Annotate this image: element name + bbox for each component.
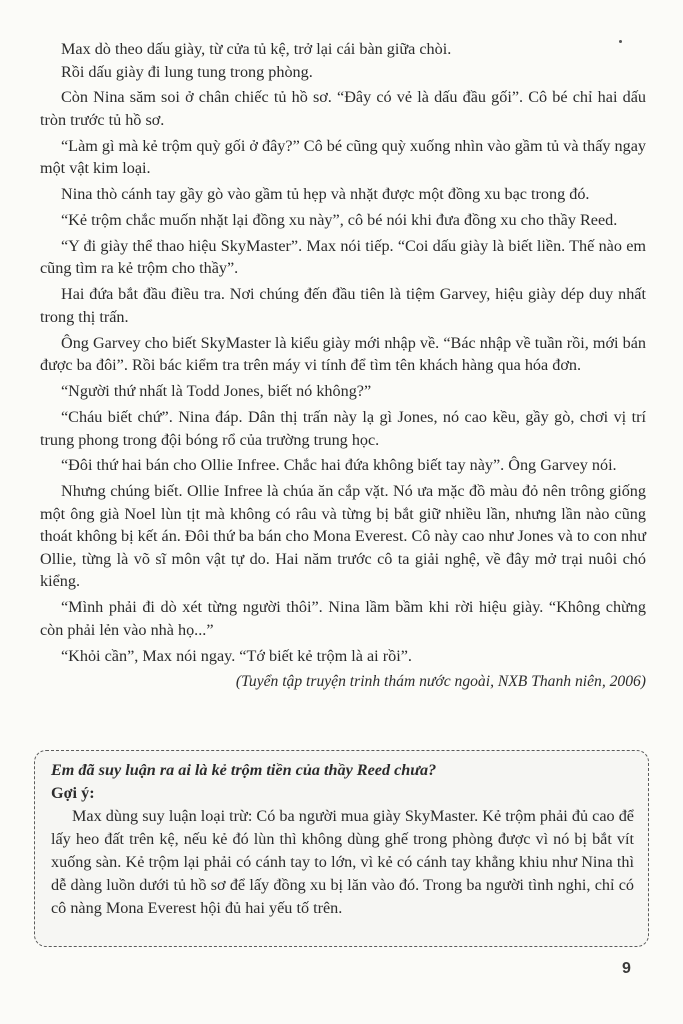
story-paragraph: Rồi dấu giày đi lung tung trong phòng. xyxy=(61,62,313,81)
story-paragraph: Max dò theo dấu giày, từ cửa tủ kệ, trở lại cái bàn giữa chòi. xyxy=(61,40,452,58)
story-paragraph: Nhưng chúng biết. Ollie Infree là chúa ăn cắp vặt. Nó ưa mặc đồ màu đỏ nên trông giống một ông già Noel lùn tịt mà không có râu và từng bị bắt giữ nhiều lần, nhưng lần nào cũng thoát không bị kết án. Đôi thứ ba bán cho Mona Everest. Cô này cao như Jones và to con như Ollie, từng là võ sĩ môn vật tự do. Hai năm trước cô ta giải nghệ, về đây mở trại nuôi chó kiểng. xyxy=(40,482,646,591)
story-paragraph: Hai đứa bắt đầu điều tra. Nơi chúng đến đầu tiên là tiệm Garvey, hiệu giày dép duy nhất trong thị trấn. xyxy=(40,285,646,326)
story-paragraph: “Y đi giày thể thao hiệu SkyMaster”. Max nói tiếp. “Coi dấu giày là biết liền. Thế nào em cũng tìm ra kẻ trộm cho thầy”. xyxy=(40,236,646,278)
page-number: 9 xyxy=(622,960,631,977)
story-paragraph: “Người thứ nhất là Todd Jones, biết nó không?” xyxy=(61,382,372,401)
story-paragraph: Còn Nina săm soi ở chân chiếc tủ hồ sơ. “Đây có vẻ là dấu đầu gối”. Cô bé chỉ hai dấu tròn trước tủ hồ sơ. xyxy=(40,88,646,129)
story-text xyxy=(40,38,646,694)
hint-text: Max dùng suy luận loại trừ: Có ba người mua giày SkyMaster. Kẻ trộm phải đủ cao để lấy heo đất trên kệ, nếu kẻ đó lùn thì không dùng ghế trong phòng được vì nó bị bắt vít xuống sàn. Kẻ trộm lại phải có cánh tay to lớn, vì kẻ có cánh tay khẳng khiu như Nina thì dễ dàng luồn dưới tủ hồ sơ để lấy đồng xu bị lăn vào đó. Trong ba người tình nghi, chỉ có cô nàng Mona Everest hội đủ hai yếu tố trên. xyxy=(51,807,634,917)
story-paragraph: “Làm gì mà kẻ trộm quỳ gối ở đây?” Cô bé cũng quỳ xuống nhìn vào gầm tủ và thấy ngay một vật kim loại. xyxy=(40,136,646,178)
story-paragraph: Ông Garvey cho biết SkyMaster là kiểu giày mới nhập về. “Bác nhập về tuần rồi, mới bán được ba đôi”. Rồi bác kiểm tra trên máy vi tính để tìm tên khách hàng qua hóa đơn. xyxy=(40,333,646,375)
story-paragraph: Nina thò cánh tay gầy gò vào gầm tủ hẹp và nhặt được một đồng xu bạc trong đó. xyxy=(61,185,590,204)
hint-question: Em đã suy luận ra ai là kẻ trộm tiền của thầy Reed chưa? xyxy=(51,761,437,779)
story-paragraph: “Cháu biết chứ”. Nina đáp. Dân thị trấn này lạ gì Jones, nó cao kều, gầy gò, chơi vị trí trung phong trong đội bóng rổ của trường trung học. xyxy=(40,408,646,449)
story-paragraph: “Đôi thứ hai bán cho Ollie Infree. Chắc hai đứa không biết tay này”. Ông Garvey nói. xyxy=(61,456,617,475)
story-paragraph: “Khỏi cần”, Max nói ngay. “Tớ biết kẻ trộm là ai rồi”. xyxy=(61,646,412,665)
hint-label: Gợi ý: xyxy=(51,784,95,802)
source-citation: (Tuyển tập truyện trinh thám nước ngoài, NXB Thanh niên, 2006) xyxy=(235,673,646,691)
story-paragraph: “Kẻ trộm chắc muốn nhặt lại đồng xu này”, cô bé nói khi đưa đồng xu cho thầy Reed. xyxy=(61,211,618,230)
hint-box xyxy=(34,750,649,947)
story-paragraph: “Mình phải đi dò xét từng người thôi”. Nina lầm bầm khi rời hiệu giày. “Không chừng còn phải lẻn vào nhà họ...” xyxy=(40,598,646,639)
